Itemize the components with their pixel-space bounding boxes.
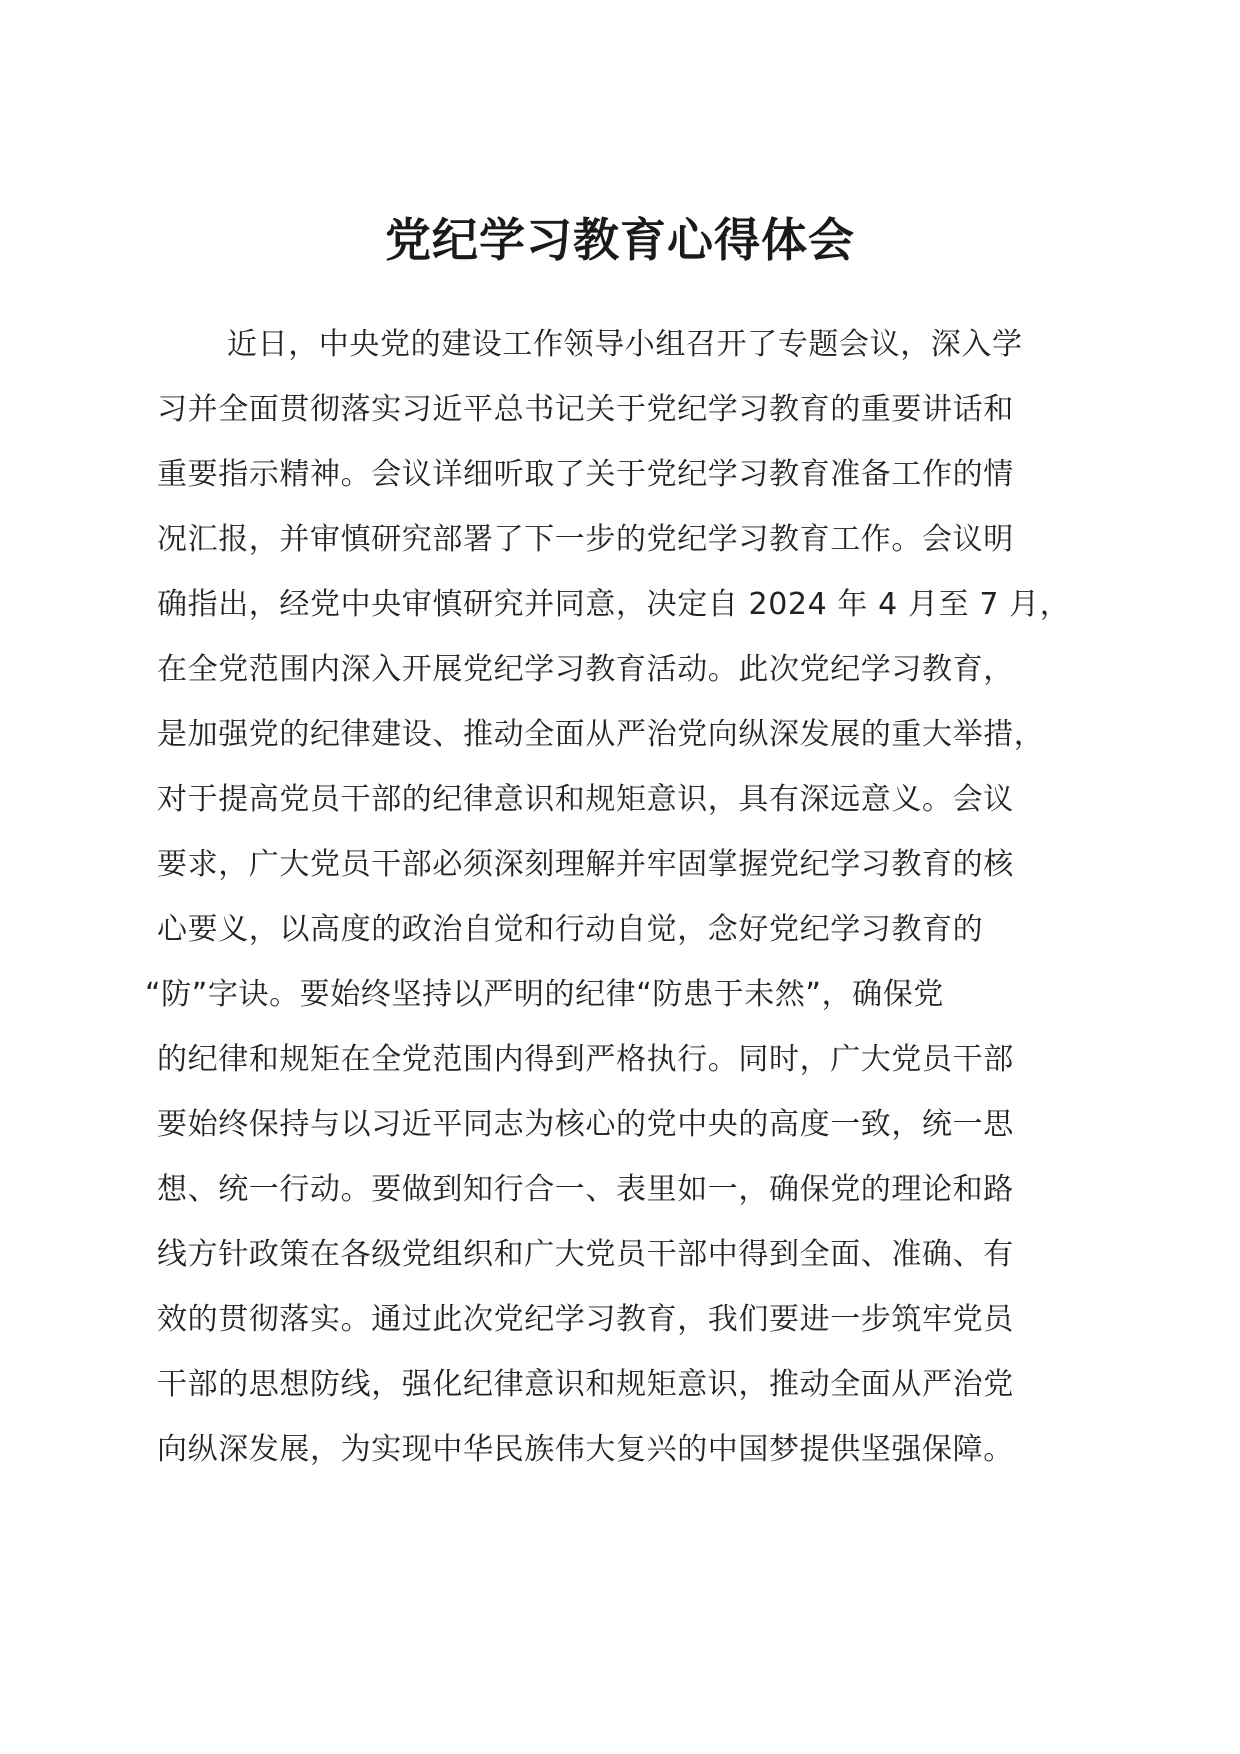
paragraph-line: 要始终保持与以习近平同志为核心的党中央的高度一致，统一思 xyxy=(157,1107,1014,1142)
paragraph-line: 确指出，经党中央审慎研究并同意，决定自 2024 年 4 月至 7 月， xyxy=(157,587,1071,622)
paragraph-line: 向纵深发展，为实现中华民族伟大复兴的中国梦提供坚强保障。 xyxy=(157,1432,1014,1467)
paragraph-line: 线方针政策在各级党组织和广大党员干部中得到全面、准确、有 xyxy=(157,1237,1014,1272)
paragraph-line: 要求，广大党员干部必须深刻理解并牢固掌握党纪学习教育的核 xyxy=(157,847,1014,882)
paragraph-line: 重要指示精神。会议详细听取了关于党纪学习教育准备工作的情 xyxy=(157,457,1014,492)
paragraph-line: 的纪律和规矩在全党范围内得到严格执行。同时，广大党员干部 xyxy=(157,1042,1014,1077)
paragraph-line: 在全党范围内深入开展党纪学习教育活动。此次党纪学习教育， xyxy=(157,652,1014,687)
paragraph-line: “防”字诀。要始终坚持以严明的纪律“防患于未然”，确保党 xyxy=(145,977,944,1012)
paragraph-line: 心要义，以高度的政治自觉和行动自觉，念好党纪学习教育的 xyxy=(157,912,984,947)
document-body xyxy=(145,322,1087,1492)
paragraph-line: 况汇报，并审慎研究部署了下一步的党纪学习教育工作。会议明 xyxy=(157,522,1014,557)
paragraph-line: 效的贯彻落实。通过此次党纪学习教育，我们要进一步筑牢党员 xyxy=(157,1302,1014,1337)
paragraph-line: 习并全面贯彻落实习近平总书记关于党纪学习教育的重要讲话和 xyxy=(157,392,1014,427)
paragraph-line: 想、统一行动。要做到知行合一、表里如一，确保党的理论和路 xyxy=(157,1172,1014,1207)
paragraph-line: 是加强党的纪律建设、推动全面从严治党向纵深发展的重大举措， xyxy=(157,717,1045,752)
paragraph-line: 对于提高党员干部的纪律意识和规矩意识，具有深远意义。会议 xyxy=(157,782,1014,817)
paragraph-line: 近日，中央党的建设工作领导小组召开了专题会议，深入学 xyxy=(227,327,1023,362)
paragraph-line: 干部的思想防线，强化纪律意识和规矩意识，推动全面从严治党 xyxy=(157,1367,1014,1402)
document-title: 党纪学习教育心得体会 xyxy=(385,213,855,267)
